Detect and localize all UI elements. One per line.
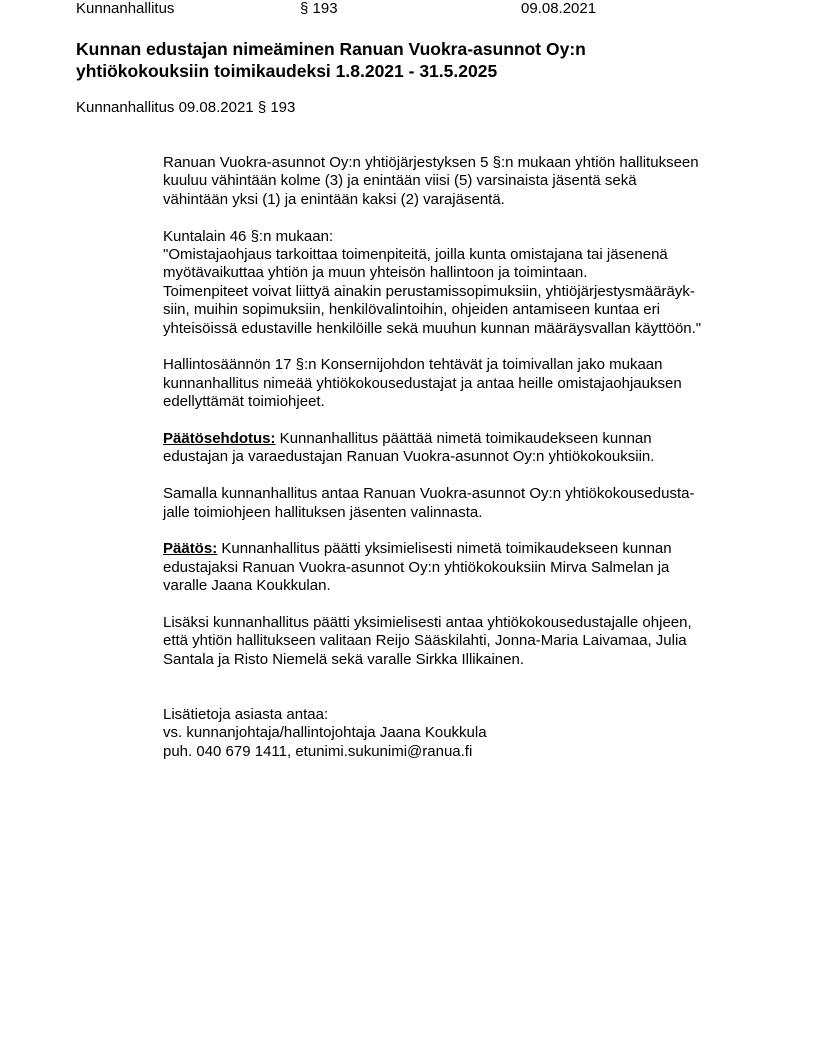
text-line: kunnanhallitus nimeää yhtiökokousedustajat ja antaa heille omistajaohjauksen bbox=[163, 374, 682, 392]
paragraph-administrative-rules bbox=[163, 356, 763, 411]
text-line bbox=[163, 430, 763, 448]
text-line: puh. 040 679 1411, etunimi.sukunimi@ranua.fi bbox=[163, 742, 473, 760]
proposal-text: Kunnanhallitus päättää nimetä toimikaudekseen kunnan bbox=[275, 430, 652, 448]
paragraph-decision bbox=[163, 540, 763, 595]
paragraph-municipal-act bbox=[163, 228, 763, 338]
text-line: Santala ja Risto Niemelä sekä varalle Sirkka Illikainen. bbox=[163, 650, 524, 668]
text-line: edustajaksi Ranuan Vuokra-asunnot Oy:n yhtiökokouksiin Mirva Salmelan ja bbox=[163, 558, 670, 576]
text-line: edellyttämät toimiohjeet. bbox=[163, 393, 325, 411]
meeting-reference: Kunnanhallitus 09.08.2021 § 193 bbox=[76, 99, 296, 116]
paragraph-instructions bbox=[163, 485, 763, 522]
proposal-label: Päätösehdotus: bbox=[163, 430, 276, 448]
header-section: § 193 bbox=[300, 0, 338, 17]
decision-label: Päätös: bbox=[163, 540, 218, 558]
document-body bbox=[163, 154, 763, 780]
text-line: Toimenpiteet voivat liittyä ainakin perustamissopimuksiin, yhtiöjärjestysmääräyk- bbox=[163, 282, 695, 300]
header-organ: Kunnanhallitus bbox=[76, 0, 175, 17]
text-line: Kuntalain 46 §:n mukaan: bbox=[163, 227, 334, 245]
title-line: yhtiökokouksiin toimikaudeksi 1.8.2021 - 31.5.2025 bbox=[76, 61, 498, 81]
title-line: Kunnan edustajan nimeäminen Ranuan Vuokra-asunnot Oy:n bbox=[76, 39, 586, 59]
text-line: yhteisöissä edustaville henkilöille sekä muuhun kunnan määräysvallan käyttöön." bbox=[163, 319, 702, 337]
text-line: varalle Jaana Koukkulan. bbox=[163, 577, 331, 595]
text-line: kuuluu vähintään kolme (3) ja enintään viisi (5) varsinaista jäsentä sekä bbox=[163, 172, 637, 190]
spacer bbox=[163, 688, 763, 706]
text-line: vähintään yksi (1) ja enintään kaksi (2) varajäsentä. bbox=[163, 190, 505, 208]
text-line: edustajan ja varaedustajan Ranuan Vuokra-asunnot Oy:n yhtiökokouksiin. bbox=[163, 448, 655, 466]
text-line: että yhtiön hallitukseen valitaan Reijo Sääskilahti, Jonna-Maria Laivamaa, Julia bbox=[163, 632, 687, 650]
header-date: 09.08.2021 bbox=[521, 0, 597, 17]
paragraph-bylaws bbox=[163, 154, 763, 209]
text-line: siin, muihin sopimuksiin, henkilövalintoihin, ohjeiden antamiseen kuntaa eri bbox=[163, 301, 660, 319]
document-title bbox=[76, 38, 756, 82]
text-line: Lisäksi kunnanhallitus päätti yksimielisesti antaa yhtiökokousedustajalle ohjeen, bbox=[163, 614, 692, 632]
text-line: Lisätietoja asiasta antaa: bbox=[163, 706, 329, 724]
text-line: vs. kunnanjohtaja/hallintojohtaja Jaana Koukkula bbox=[163, 724, 487, 742]
text-line: Samalla kunnanhallitus antaa Ranuan Vuokra-asunnot Oy:n yhtiökokousedusta- bbox=[163, 485, 695, 503]
text-line: myötävaikuttaa yhtiön ja muun yhteisön hallintoon ja toimintaan. bbox=[163, 264, 588, 282]
paragraph-proposal bbox=[163, 430, 763, 467]
paragraph-board-selection bbox=[163, 614, 763, 669]
contact-info bbox=[163, 706, 763, 761]
text-line: "Omistajaohjaus tarkoittaa toimenpiteitä, joilla kunta omistajana tai jäsenenä bbox=[163, 246, 668, 264]
text-line: jalle toimiohjeen hallituksen jäsenten valinnasta. bbox=[163, 503, 483, 521]
text-line: Hallintosäännön 17 §:n Konsernijohdon tehtävät ja toimivallan jako mukaan bbox=[163, 356, 663, 374]
text-line bbox=[163, 540, 763, 558]
decision-text: Kunnanhallitus päätti yksimielisesti nimetä toimikaudekseen kunnan bbox=[217, 540, 672, 558]
text-line: Ranuan Vuokra-asunnot Oy:n yhtiöjärjestyksen 5 §:n mukaan yhtiön hallitukseen bbox=[163, 154, 699, 171]
